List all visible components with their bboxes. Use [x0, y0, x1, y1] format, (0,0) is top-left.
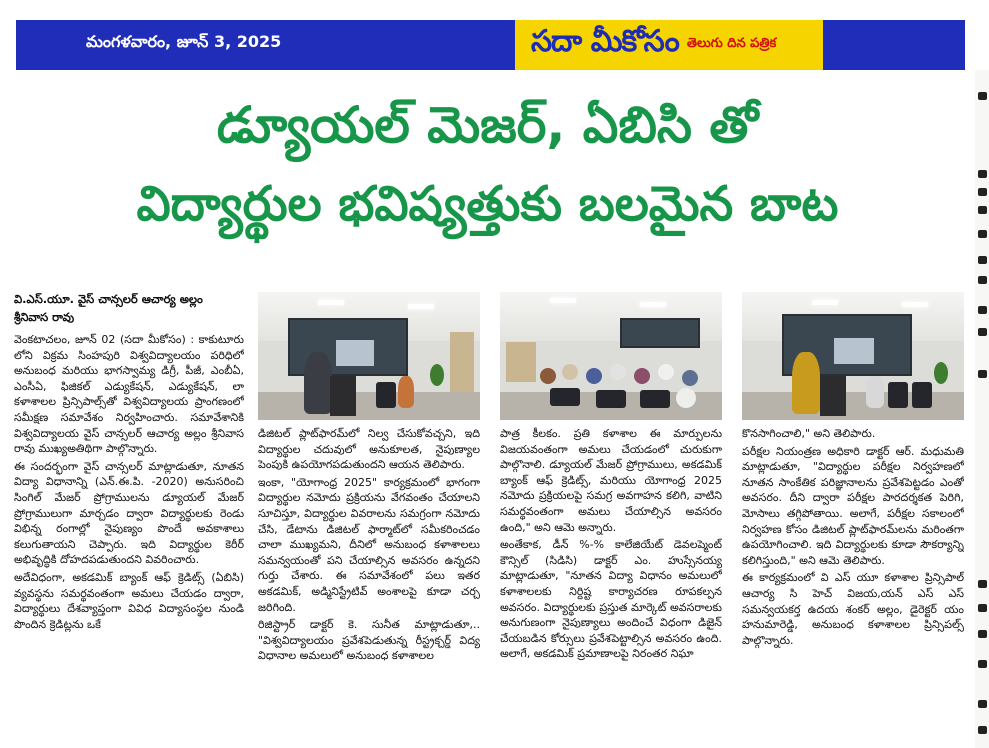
- byline-line-2: శ్రీనివాస రావు: [14, 310, 75, 324]
- article-paragraph: ఈ కార్యక్రమంలో వి ఎస్ యూ కళాశాల ప్రిన్సిపాల్ ఆచార్య సి హెచ్ విజయ,యన్ ఎస్ ఎస్ సమన్వయకర్త ఉదయ శంకర్ అల్లం, డైరెక్టర్ యం హనుమారెడ్డి, అనుబంధ కళాశాలల ప్రిన్సిపల్స్ పాల్గొన్నారు.: [742, 571, 964, 647]
- headline-line-1: డ్యూయల్ మెజర్, ఏబిసి తో: [216, 96, 759, 154]
- article-paragraph: ఇంకా, "యోగాంధ్ర 2025" కార్యక్రమంలో భాగంగా విద్యార్థుల నమోదు ప్రక్రియను వేగవంతం చేయాలని సూచిస్తూ, విద్యార్థుల వివరాలను సమగ్రంగా నమోదు చేసి, డేటాను డిజిటల్ ఫార్మాట్‌లో సమీకరించడం చాలా ముఖ్యమని, దీనిలో అనుబంధ కళాశాలలు సమన్వయంతో పని చేయాల్సిన అవసరం ఉన్నదని గుర్తు చేశారు. ఈ సమావేశంలో పలు ఇతర అకడమిక్, అడ్మినిస్ట్రేటివ్ అంశాలపై కూడా చర్చ జరిగింది.: [258, 475, 480, 614]
- article-paragraph: వెంకటాచలం, జూన్ 02 (సదా మీకోసం) : కాకుటూరు లోని విక్రమ సింహపురి విశ్వవిద్యాలయం పరిధిలో అనుబంధ మరియు భాగస్వామ్య డిగ్రీ, పీజీ, ఎంబీఏ, ఎంసీఏ, ఫిజికల్ ఎడ్యుకేషన్, ఎడ్యుకేషన్, లా కళాశాలల ప్రిన్సిపాల్స్‌తో విశ్వవిద్యాలయ ప్రాంగణంలో సమీక్షణ సమావేశం నిర్వహించారు. సమావేశానికి విశ్వవిద్యాలయ వైస్ చాన్సలర్ ఆచార్య అల్లం శ్రీనివాస రావు ముఖ్యఅతిథిగా పాల్గొన్నారు.: [14, 333, 244, 456]
- issue-date: మంగళవారం, జూన్ 3, 2025: [86, 32, 282, 51]
- article-paragraph: కొనసాగించాలి," అని తెలిపారు.: [742, 427, 876, 440]
- article-column-1: [14, 290, 244, 748]
- newspaper-tagline: తెలుగు దిన పత్రిక: [686, 36, 777, 51]
- article-paragraph: రిజిస్ట్రార్ డాక్టర్ కె. సునీత మాట్లాడుతూ,.. "విశ్వవిద్యాలయం ప్రవేశపెడుతున్న రీస్ట్రక్చర్డ్ విద్య విధానాల అమలులో అనుబంధ కళాశాలల: [258, 618, 480, 663]
- article-paragraph: పరీక్షల నియంత్రణ అధికారి డాక్టర్ ఆర్. మధుమతి మాట్లాడుతూ, "విద్యార్థుల పరీక్షల నిర్వహణలో నూతన సాంకేతిక పరిజ్ఞానాలను ప్రవేశపెట్టడం ఎంతో అవసరం. దీని ద్వారా పరీక్షల పారదర్శకత పెరిగి, మోసాలు తగ్గిపోతాయి. అలాగే, పరీక్షల సకాలంలో నిర్వహణ కోసం డిజిటల్ ప్లాట్‌ఫారమ్‌లను మరింతగా ఉపయోగించాలి. ఇది విద్యార్థులకు కూడా సౌకర్యాన్ని కలిగిస్తుంది," అని ఆమె తెలిపారు.: [742, 444, 964, 567]
- article-paragraph: అదేవిధంగా, అకడమిక్ బ్యాంక్ ఆఫ్ క్రెడిట్స్ (ఏబిసి) వ్యవస్థను సమర్థవంతంగా అమలు చేయడం ద్వారా, విద్యార్థులు దేశవ్యాప్తంగా వివిధ విద్యాసంస్థల నుండి పొందిన క్రెడిట్లను ఒకే: [14, 570, 244, 631]
- article-paragraph: పాత్ర కీలకం. ప్రతి కళాశాల ఈ మార్పులను విజయవంతంగా అమలు చేయడంలో చురుకుగా పాల్గొనాలి. డ్యూయల్ మేజర్ ప్రోగ్రాములు, అకడమిక్ బ్యాంక్ ఆఫ్ క్రెడిట్స్, మరియు యోగాంధ్ర 2025 నమోదు ప్రక్రియలపై సమగ్ర అవగాహన కలిగి, వాటిని సమర్థవంతంగా అమలు చేయాల్సిన అవసరం ఉంది," అని ఆమె అన్నారు.: [500, 427, 722, 534]
- byline-line-1: వి.ఎస్.యూ. వైస్ చాన్సలర్ ఆచార్య అల్లం: [14, 292, 203, 306]
- newspaper-logo: [515, 20, 823, 70]
- article-column-4: [742, 426, 964, 748]
- article-column-3: [500, 426, 722, 748]
- event-photo-speaker: [258, 292, 480, 420]
- article-paragraph: అంతేకాక, డీన్ %-% కాలేజియేట్ డెవలప్మెంట్ కౌన్సిల్ (సిడిసి) డాక్టర్ ఎం. హుస్సేనయ్య మాట్లాడుతూ, "నూతన విద్యా విధానం అమలులో కళాశాలలకు నిర్దిష్ట కార్యాచరణ రూపకల్పన అవసరం. విద్యార్థులకు ప్రస్తుత మార్కెట్ అవసరాలకు అనుగుణంగా నైపుణ్యాలు అందించే విధంగా డిజైన్ చేయబడిన కోర్సులు ప్రవేశపెట్టాల్సిన అవసరం ఉంది. అలాగే, అకడమిక్ ప్రమాణాలపై నిరంతర నిఘా: [500, 538, 722, 661]
- article-paragraph: ఈ సందర్భంగా వైస్ చాన్సలర్ మాట్లాడుతూ, నూతన విద్యా విధానాన్ని (ఎన్.ఈ.పి. -2020) అనుసరించి సింగిల్ మేజర్ ప్రోగ్రాములను డ్యూయల్ మేజర్ ప్రోగ్రాములుగా మార్చడం ద్వారా విద్యార్థులకు రెండు విభిన్న రంగాల్లో నైపుణ్యం పొందే అవకాశాలు కలుగుతాయని చెప్పారు. ఇది విద్యార్థుల కెరీర్ అభివృద్ధికి దోహదపడుతుందని వివరించారు.: [14, 459, 244, 567]
- article-column-2: [258, 426, 480, 748]
- event-photo-audience: [500, 292, 722, 420]
- event-photo-woman-speaker: [742, 292, 964, 420]
- newspaper-name: సదా మీకోసం: [531, 24, 679, 59]
- headline-line-2: విద్యార్థుల భవిష్యత్తుకు బలమైన బాట: [136, 176, 839, 232]
- article-paragraph: డిజిటల్ ప్లాట్‌ఫారమ్‌లో నిల్వ చేసుకోవచ్చని, ఇది విద్యార్థుల చదువులో అనుకూలత, నైపుణ్యాల పెంపుకి ఉపయోగపడుతుందని ఆయన తెలిపారు.: [258, 427, 480, 472]
- adjacent-page-edge: [975, 70, 989, 748]
